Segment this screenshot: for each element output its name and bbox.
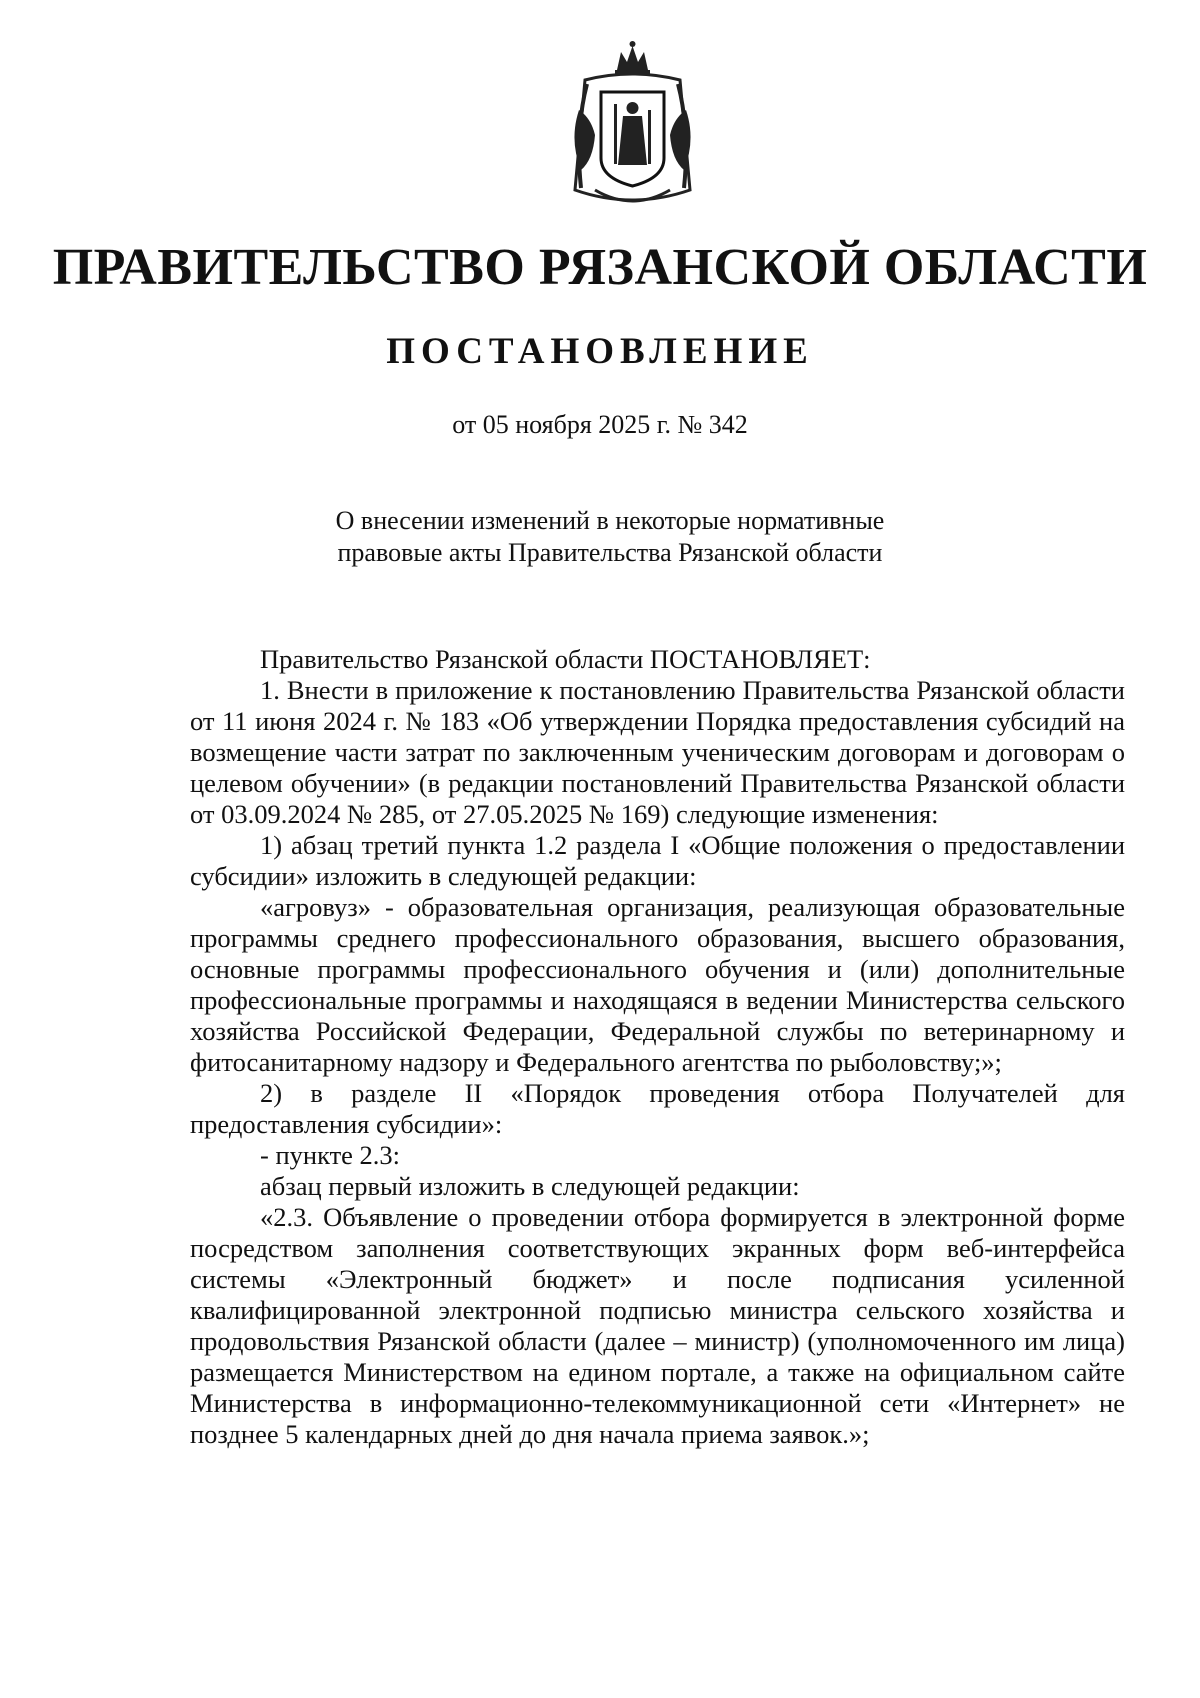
point-2-3: - пункте 2.3: xyxy=(260,1140,401,1170)
coat-of-arms-icon xyxy=(565,40,700,215)
quoted-definition: «агровуз» - образовательная организация, реализующая образовательные программы среднего профессионального образования, высшего образования, основные программы профессионального обучения и (или) дополнительные профессиональные программы и находящаяся в ведении Министерства сельского хозяйства Российской Федерации, Федеральной службы по ветеринарному и фитосанитарному надзору и Федерального агентства по рыболовству;»; xyxy=(190,892,1125,1077)
organization-title: ПРАВИТЕЛЬСТВО РЯЗАНСКОЙ ОБЛАСТИ xyxy=(52,239,1148,296)
item-1: 1. Внести в приложение к постановлению Правительства Рязанской области от 11 июня 2024 г. № 183 «Об утверждении Порядка предоставления субсидий на возмещение части затрат по заключенным ученическим договорам и договорам о целевом обучении» (в редакции постановлений Правительства Рязанской области от 03.09.2024 № 285, от 27.05.2025 № 169) следующие изменения: xyxy=(190,675,1125,829)
subject-line: правовые акты Правительства Рязанской области xyxy=(337,538,883,567)
document-body xyxy=(190,644,1125,1450)
paragraph-first-instruction: абзац первый изложить в следующей редакции: xyxy=(260,1171,800,1201)
preamble: Правительство Рязанской области ПОСТАНОВЛЯЕТ: xyxy=(260,644,871,674)
sub-item-2: 2) в разделе II «Порядок проведения отбора Получателей для предоставления субсидии»: xyxy=(190,1078,1125,1139)
document-type-title: ПОСТАНОВЛЕНИЕ xyxy=(386,331,814,372)
document-subject xyxy=(300,505,920,569)
subject-line: О внесении изменений в некоторые нормативные xyxy=(335,506,885,535)
sub-item-1: 1) абзац третий пункта 1.2 раздела I «Общие положения о предоставлении субсидии» изложить в следующей редакции: xyxy=(190,830,1125,891)
document-date-number: от 05 ноября 2025 г. № 342 xyxy=(452,410,748,439)
quoted-paragraph-2-3: «2.3. Объявление о проведении отбора формируется в электронной форме посредством заполнения соответствующих экранных форм веб-интерфейса системы «Электронный бюджет» и после подписания усиленной квалифицированной электронной подписью министра сельского хозяйства и продовольствия Рязанской области (далее – министр) (уполномоченного им лица) размещается Министерством на едином портале, а также на официальном сайте Министерства в информационно-телекоммуникационной сети «Интернет» не позднее 5 календарных дней до дня начала приема заявок.»; xyxy=(190,1202,1125,1449)
